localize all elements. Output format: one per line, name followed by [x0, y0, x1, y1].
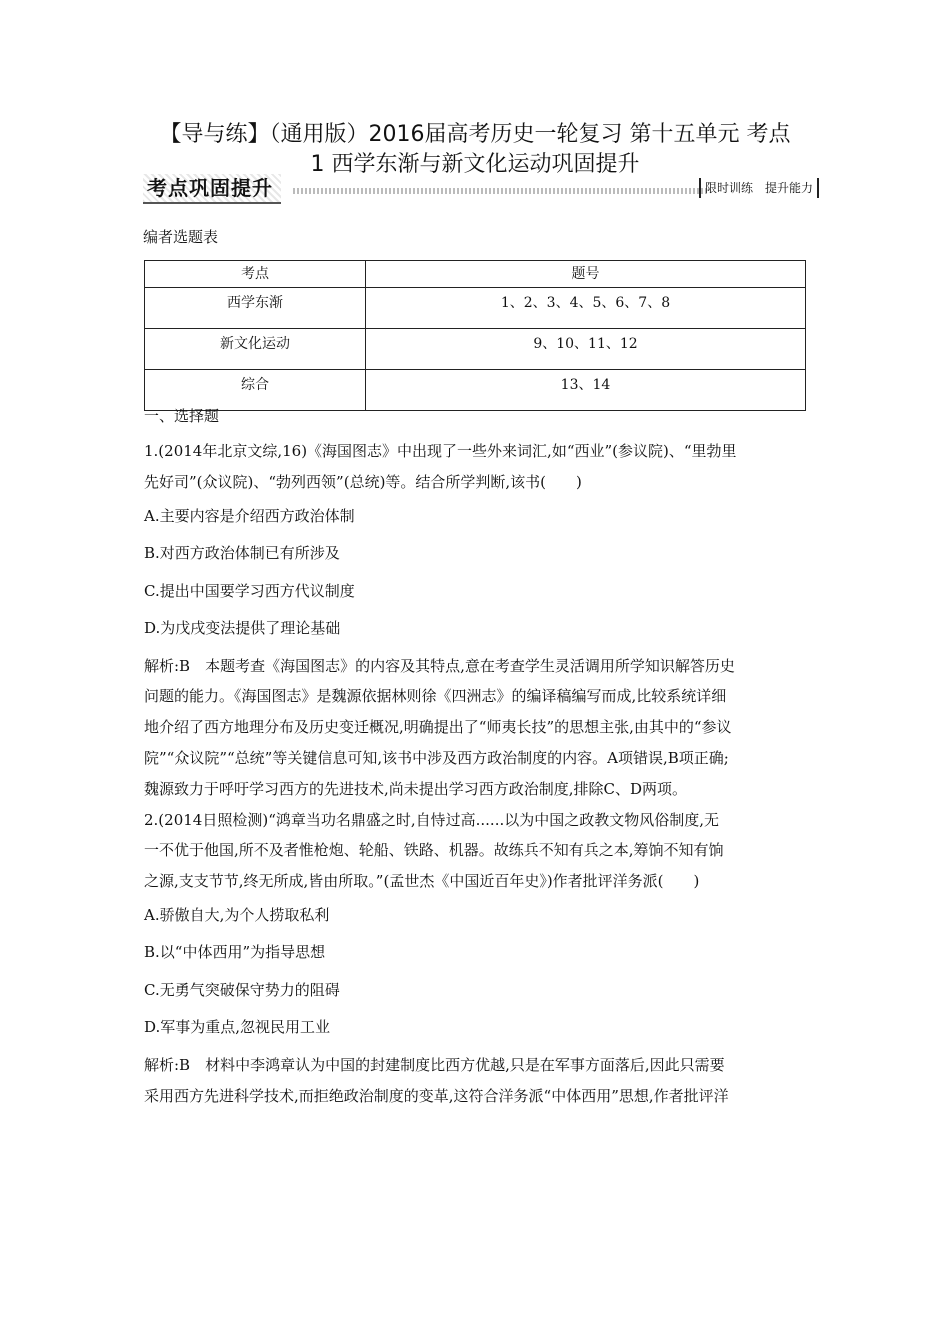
option-c: C.无勇气突破保守势力的阻碍: [144, 980, 340, 999]
option-a: A.主要内容是介绍西方政治体制: [144, 506, 355, 525]
selection-table: [144, 260, 806, 411]
analysis-line: 问题的能力。《海国图志》是魏源依据林则徐《四洲志》的编译稿编写而成,比较系统详细: [144, 687, 727, 706]
table-header-numbers: 题号: [366, 261, 806, 288]
questions-body: [144, 402, 808, 1112]
table-caption: 编者选题表: [143, 228, 219, 246]
analysis-line: 院”“众议院”“总统”等关键信息可知,该书中涉及西方政治制度的内容。A项错误,B项正确;: [144, 748, 729, 767]
section-banner: [143, 174, 819, 202]
stem-line: 1.(2014年北京文综,16)《海国图志》中出现了一些外来词汇,如“西业”(参议院)、“里勃里: [144, 442, 737, 460]
banner-label: 考点巩固提升: [143, 174, 281, 204]
option-b: B.以“中体西用”为指导思想: [144, 943, 326, 962]
question-analysis: [144, 651, 808, 805]
stem-line: 一不优于他国,所不及者惟枪炮、轮船、铁路、机器。故练兵不知有兵之本,筹饷不知有饷: [144, 841, 724, 860]
table-cell-topic: 综合: [145, 370, 366, 411]
table-cell-topic: 新文化运动: [145, 329, 366, 370]
table-cell-numbers: 9、10、11、12: [366, 329, 806, 370]
question-stem: [144, 436, 808, 498]
stem-line: 先好司”(众议院)、“勃列西领”(总统)等。结合所学判断,该书( ): [144, 472, 582, 491]
question-analysis: [144, 1050, 808, 1112]
title-line-1: 【导与练】（通用版）2016届高考历史一轮复习 第十五单元 考点: [159, 122, 791, 147]
table-row: [145, 329, 806, 370]
table-cell-topic: 西学东渐: [145, 288, 366, 329]
banner-dotted-rule: [293, 188, 707, 194]
analysis-line: 魏源致力于呼吁学习西方的先进技术,尚未提出学习西方政治制度,排除C、D两项。: [144, 779, 688, 798]
table-row: [145, 288, 806, 329]
title-line-2: 1 西学东渐与新文化运动巩固提升: [310, 152, 640, 177]
section-title: 一、选择题: [144, 407, 220, 425]
option-c: C.提出中国要学习西方代议制度: [144, 581, 355, 600]
option-d: D.军事为重点,忽视民用工业: [144, 1018, 331, 1037]
question-2: [144, 805, 808, 1112]
table-header-row: [145, 261, 806, 288]
stem-line: 之源,支支节节,终无所成,皆由所取。”(孟世杰《中国近百年史》)作者批评洋务派( ): [144, 872, 700, 891]
question-1: [144, 436, 808, 805]
banner-tagline: 限时训练 提升能力: [699, 178, 819, 198]
document-title: [120, 120, 830, 180]
option-b: B.对西方政治体制已有所涉及: [144, 544, 340, 563]
analysis-line: 地介绍了西方地理分布及历史变迁概况,明确提出了“师夷长技”的思想主张,由其中的“参议: [144, 718, 732, 737]
table-header-topic: 考点: [145, 261, 366, 288]
table-cell-numbers: 13、14: [366, 370, 806, 411]
analysis-line: 解析:B 材料中李鸿章认为中国的封建制度比西方优越,只是在军事方面落后,因此只需要: [144, 1055, 725, 1074]
stem-line: 2.(2014日照检测)“鸿章当功名鼎盛之时,自恃过高......以为中国之政教文物风俗制度,无: [144, 810, 720, 829]
analysis-line: 采用西方先进科学技术,而拒绝政治制度的变革,这符合洋务派“中体西用”思想,作者批评洋: [144, 1086, 729, 1105]
table-cell-numbers: 1、2、3、4、5、6、7、8: [366, 288, 806, 329]
analysis-line: 解析:B 本题考查《海国图志》的内容及其特点,意在考查学生灵活调用所学知识解答历史: [144, 656, 735, 675]
option-a: A.骄傲自大,为个人捞取私利: [144, 905, 330, 924]
option-d: D.为戊戌变法提供了理论基础: [144, 619, 341, 638]
question-stem: [144, 805, 808, 897]
